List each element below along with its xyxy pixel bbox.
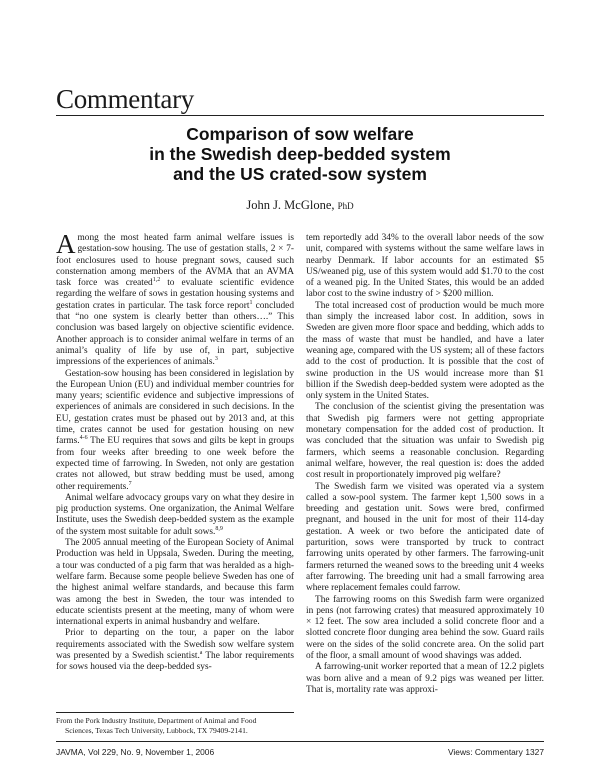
right-column <box>306 233 544 696</box>
author-line <box>56 198 544 213</box>
paragraph: The conclusion of the scientist giving the presentation was that Swedish pig farmers were not getting appropriate monetary compensation for the added cost of production. It was concluded that the situation was unfair to Swedish pig farmers, which seems a reasonable conclusion. Regarding animal welfare, however, the real question is: does the added cost result in proportionately improved pig welfare? <box>306 402 544 481</box>
drop-cap: A <box>56 229 76 259</box>
footnote-line-1: From the Pork Industry Institute, Department of Animal and Food <box>56 716 257 725</box>
article-title <box>56 124 544 184</box>
page-number: 1327 <box>525 747 544 757</box>
paragraph: tem reportedly add 34% to the overall labor needs of the sow unit, compared with systems without the same welfare laws in nearby Denmark. If labor accounts for an estimated $5 US/weaned pig, use of this system would add $1.70 to the cost of a weaned pig. In the United States, this would be an added labor cost to the swine industry of > $200 million. <box>306 233 544 300</box>
title-line-1: Comparison of sow welfare <box>186 124 414 144</box>
affiliation-footnote <box>56 716 294 736</box>
footnote-rule <box>56 712 294 713</box>
footnote-line-2: Sciences, Texas Tech University, Lubbock, TX 79409-2141. <box>65 726 248 735</box>
title-line-3: and the US crated-sow system <box>173 164 427 184</box>
paragraph: Animal welfare advocacy groups vary on what they desire in pig production systems. One organization, the Animal Welfare Institute, uses the Swedish deep-bedded system as the example of the system most suitable for adult sows.$^{8,9}$ <box>56 492 294 537</box>
paragraph: Among the most heated farm animal welfare issues is gestation-sow housing. The use of gestation stalls, 2 × 7-foot enclosures used to house pregnant sows, caused such consternation among members of the AVMA that an AVMA task force was created$^{1,2}$ to evaluate scientific evidence regarding the welfare of sows in gestation housing systems and gestation crates in particular. The task force report$^1$ concluded that “no one system is clearly better than others….” This conclusion was based largely on objective scientific evidence. Another approach is to consider animal welfare in terms of an animal’s quality of life by use of, in part, subjective impressions of the experiences of animals.$^3$ <box>56 229 295 368</box>
paragraph: The 2005 annual meeting of the European Society of Animal Production was held in Uppsala, Sweden. During the meeting, a tour was conducted of a pig farm that was heralded as a high-welfare farm. Because some people believe Sweden has one of the highest animal welfare standards, and because this farm was among the best in Sweden, the tour was intended to educate scientists present at the meeting, many of whom were international experts in animal husbandry and welfare. <box>56 538 294 628</box>
paragraph: The total increased cost of production would be much more than simply the increased labor cost. In addition, sows in Sweden are given more floor space and bedding, which adds to the mass of waste that must be handled, and have a later weaning age, compared with the US system; all of these factors add to the cost of production. It is possible that the cost of swine production in the US would increase more than $1 billion if the Swedish deep-bedded system were adopted as the only system in the United States. <box>306 300 544 402</box>
paragraph: Gestation-sow housing has been considered in legislation by the European Union (EU) and individual member countries for many years; scientific evidence and subjective impressions of experiences of animals are considered in such decisions. In the EU, gestation crates must be phased out by 2013 and, at this time, crates cannot be used for gestation housing on new farms.$^{4-6}$ The EU requires that sows and gilts be kept in groups from four weeks after breeding to one week before the expected time of farrowing. In Sweden, not only are gestation crates not allowed, but straw bedding must be used, among other requirements.$^7$ <box>56 368 294 492</box>
paragraph: The Swedish farm we visited was operated via a system called a sow-pool system. The farmer kept 1,500 sows in a breeding and gestation unit. Sows were bred, confirmed pregnant, and housed in the unit for most of their 114-day gestation. A week or two before the anticipated date of parturition, sows were transported by truck to contract farrowing units operated by other farmers. The farrowing-unit farmers returned the weaned sows to the breeding unit 4 weeks after farrowing. The breeding unit had a small farrowing area where replacement females could farrow. <box>306 481 544 594</box>
footer-rule <box>56 741 544 742</box>
journal-citation: JAVMA, Vol 229, No. 9, November 1, 2006 <box>56 747 215 757</box>
paragraph: A farrowing-unit worker reported that a mean of 12.2 piglets was born alive and a mean of 9.2 pigs was weaned per litter. That is, mortality rate was approxi- <box>306 662 544 695</box>
header-rule <box>56 115 544 116</box>
section-label: Commentary <box>56 84 194 114</box>
paragraph: The farrowing rooms on this Swedish farm were organized in pens (not farrowing crates) that measured approximately 10 × 12 feet. The sow area included a solid concrete floor and a slotted concrete floor dunging area behind the sow. Guard rails were on the sides of the solid concrete area. On the solid part of the floor, a small amount of wood shavings was added. <box>306 594 544 661</box>
title-line-2: in the Swedish deep-bedded system <box>149 144 451 164</box>
author-name: John J. McGlone, <box>246 198 335 212</box>
footer-section: Views: Commentary <box>448 747 523 757</box>
author-degree: PhD <box>337 201 354 211</box>
paragraph: Prior to departing on the tour, a paper on the labor requirements associated with the Swedish sow welfare system was presented by a Swedish scientist.$^a$ The labor requirements for sows housed via the deep-bedded sys- <box>56 628 294 673</box>
left-column <box>56 229 295 674</box>
